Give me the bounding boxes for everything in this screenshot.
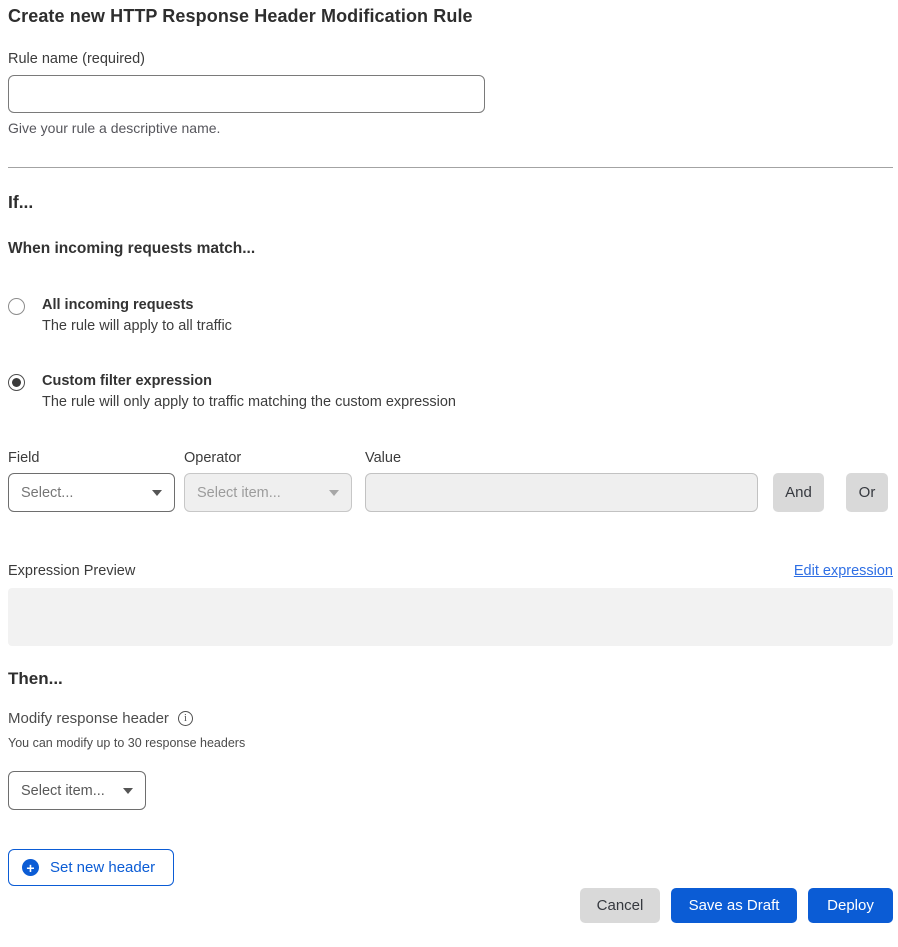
operator-label: Operator: [184, 450, 242, 466]
value-input: [365, 473, 758, 512]
section-divider: [8, 167, 893, 168]
radio-all-incoming-label[interactable]: All incoming requests: [42, 297, 194, 313]
chevron-down-icon: [152, 490, 162, 496]
radio-custom-filter-label[interactable]: Custom filter expression: [42, 373, 213, 389]
set-new-header-button[interactable]: [8, 849, 174, 886]
expression-preview-box: [8, 588, 893, 646]
header-action-select[interactable]: [8, 771, 146, 810]
page-title: Create new HTTP Response Header Modification Rule: [8, 6, 473, 26]
save-as-draft-button[interactable]: Save as Draft: [671, 888, 797, 923]
rule-name-label: Rule name (required): [8, 51, 146, 67]
set-new-header-label: Set new header: [50, 859, 156, 876]
value-label: Value: [365, 450, 402, 466]
info-icon[interactable]: i: [178, 711, 193, 726]
modify-response-header-label: Modify response header: [8, 710, 169, 727]
header-action-select-placeholder: Select item...: [21, 782, 105, 799]
footer-actions: [8, 888, 893, 923]
radio-custom-filter-description: The rule will only apply to traffic matching the custom expression: [42, 394, 456, 410]
modify-header-help: You can modify up to 30 response headers: [8, 736, 246, 750]
then-heading: Then...: [8, 669, 63, 688]
operator-select-placeholder: Select item...: [197, 484, 281, 501]
field-label: Field: [8, 450, 40, 466]
radio-option-custom-filter[interactable]: [8, 373, 893, 410]
radio-all-incoming[interactable]: [8, 298, 25, 315]
expression-preview-header: [8, 563, 893, 579]
field-select[interactable]: [8, 473, 175, 512]
modify-response-header-row: [8, 710, 893, 727]
cancel-button[interactable]: Cancel: [580, 888, 660, 923]
rule-name-input[interactable]: [8, 75, 485, 113]
edit-expression-link[interactable]: Edit expression: [793, 563, 893, 579]
chevron-down-icon: [329, 490, 339, 496]
chevron-down-icon: [123, 788, 133, 794]
and-button[interactable]: And: [773, 473, 824, 512]
deploy-button[interactable]: Deploy: [808, 888, 893, 923]
when-requests-match-heading: When incoming requests match...: [8, 240, 256, 257]
radio-option-all-incoming[interactable]: [8, 297, 893, 334]
field-select-placeholder: Select...: [21, 484, 74, 501]
rule-name-help: Give your rule a descriptive name.: [8, 120, 221, 136]
if-heading: If...: [8, 192, 34, 212]
radio-option-texts: [42, 373, 456, 410]
builder-labels-row: [8, 450, 893, 466]
expression-preview-label: Expression Preview: [8, 563, 136, 579]
radio-option-texts: [42, 297, 232, 334]
or-button[interactable]: Or: [846, 473, 888, 512]
builder-controls-row: [8, 473, 893, 512]
radio-custom-filter[interactable]: [8, 374, 25, 391]
operator-select: [184, 473, 352, 512]
plus-circle-icon: +: [22, 859, 39, 876]
radio-all-incoming-description: The rule will apply to all traffic: [42, 318, 232, 334]
